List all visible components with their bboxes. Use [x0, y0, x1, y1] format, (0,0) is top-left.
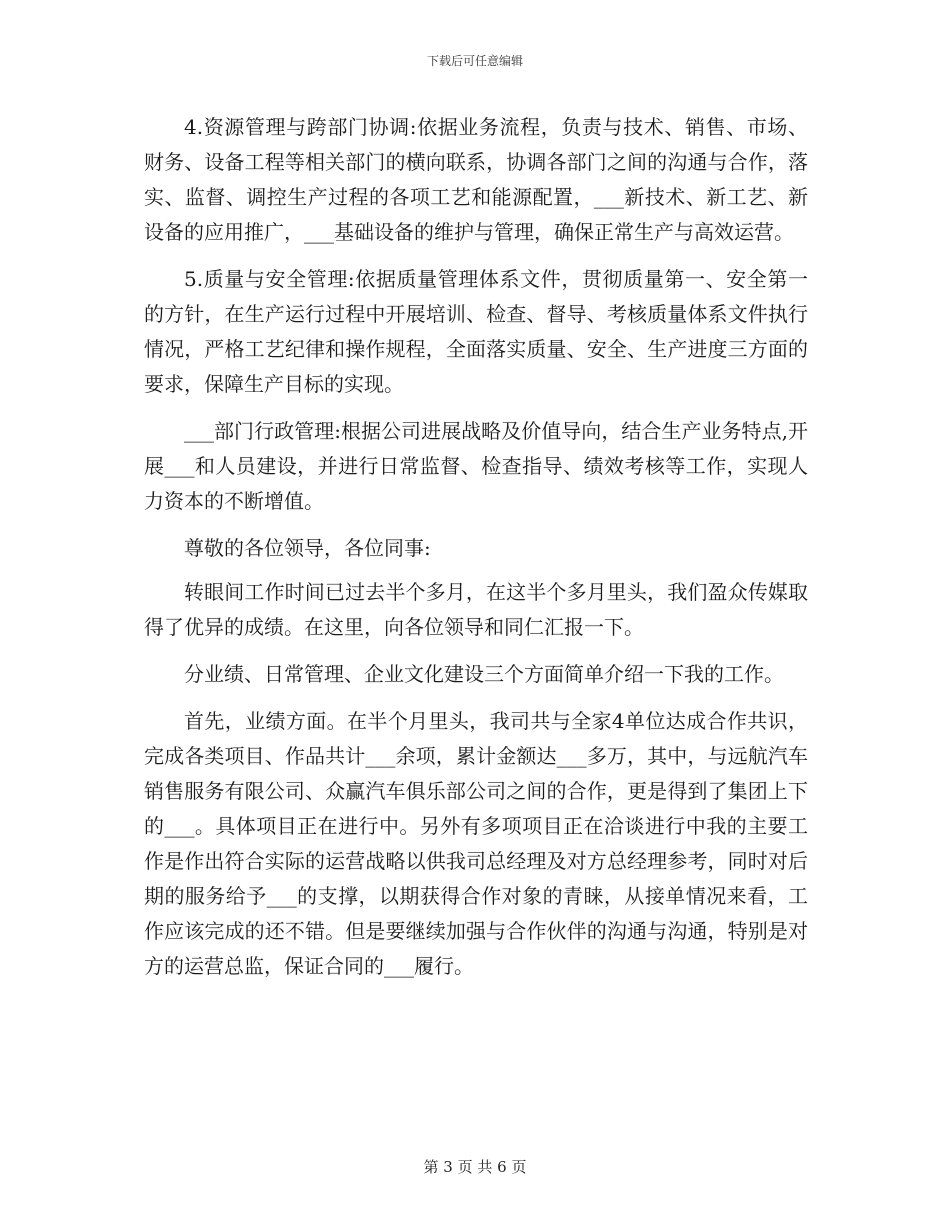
paragraph-greeting: 尊敬的各位领导，各位同事:: [184, 536, 431, 560]
paragraph-intro: 转眼间工作时间已过去半个多月，在这半个多月里头，我们盈众传媒取得了优异的成绩。在这里，向各位领导和同仁汇报一下。: [144, 580, 808, 639]
paragraph-quality-safety: 5.质量与安全管理:依据质量管理体系文件，贯彻质量第一、安全第一的方针，在生产运行过程中开展培训、检查、督导、考核质量体系文件执行情况，严格工艺纪律和操作规程，全面落实质量、安全、生产进度三方面的要求，保障生产目标的实现。: [144, 267, 808, 396]
document-body: [144, 110, 808, 996]
paragraph-performance: 首先，业绩方面。在半个月里头，我司共与全家4单位达成合作共识，完成各类项目、作品共计___余项，累计金额达___多万，其中，与远航汽车销售服务有限公司、众赢汽车俱乐部公司之间的合作，更是得到了集团上下的___。具体项目正在进行中。另外有多项项目正在洽谈进行中我的主要工作是作出符合实际的运营战略以供我司总经理及对方总经理参考，同时对后期的服务给予___的支撑，以期获得合作对象的青睐，从接单情况来看，工作应该完成的还不错。但是要继续加强与合作伙伴的沟通与沟通，特别是对方的运营总监，保证合同的___履行。: [144, 709, 808, 978]
page-number: 第 3 页 共 6 页: [423, 1158, 527, 1176]
paragraph-outline: 分业绩、日常管理、企业文化建设三个方面简单介绍一下我的工作。: [184, 662, 784, 686]
paragraph-admin-management: ___部门行政管理:根据公司进展战略及价值导向，结合生产业务特点,开展___和人员建设，并进行日常监督、检查指导、绩效考核等工作，实现人力资本的不断增值。: [144, 419, 808, 513]
page-header: 下载后可任意编辑: [426, 54, 523, 68]
paragraph-resource-management: 4.资源管理与跨部门协调:依据业务流程，负责与技术、销售、市场、财务、设备工程等相关部门的横向联系，协调各部门之间的沟通与合作，落实、监督、调控生产过程的各项工艺和能源配置，___新技术、新工艺、新设备的应用推广，___基础设备的维护与管理，确保正常生产与高效运营。: [144, 115, 808, 244]
